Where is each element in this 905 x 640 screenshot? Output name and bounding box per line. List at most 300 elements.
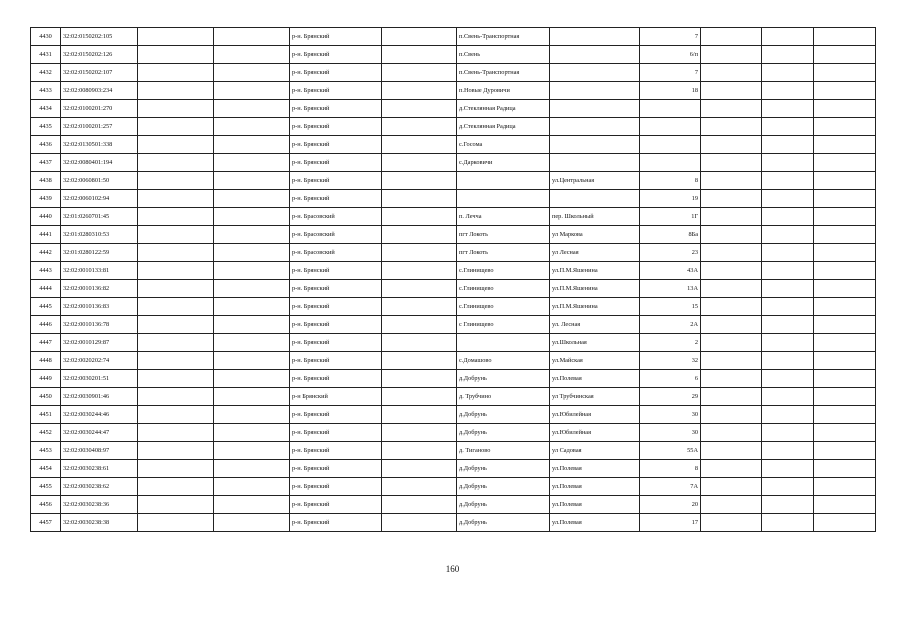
street-cell: ул.Юбилейная — [550, 424, 640, 442]
empty-cell — [814, 172, 876, 190]
row-number-cell: 4430 — [31, 28, 61, 46]
table-row — [31, 442, 876, 460]
street-cell — [550, 118, 640, 136]
district-cell: р-н. Брянский — [290, 154, 382, 172]
table-row — [31, 154, 876, 172]
row-number-cell: 4450 — [31, 388, 61, 406]
row-number-cell: 4451 — [31, 406, 61, 424]
empty-cell — [762, 496, 814, 514]
house-number-cell: 8 — [640, 172, 701, 190]
empty-cell — [762, 298, 814, 316]
locality-cell — [457, 190, 550, 208]
table-row — [31, 424, 876, 442]
street-cell — [550, 190, 640, 208]
house-number-cell: 6/п — [640, 46, 701, 64]
street-cell: ул Лесная — [550, 244, 640, 262]
empty-cell — [701, 424, 762, 442]
empty-cell — [701, 28, 762, 46]
locality-cell: с Глинищево — [457, 316, 550, 334]
row-number-cell: 4443 — [31, 262, 61, 280]
empty-cell — [701, 172, 762, 190]
empty-cell — [814, 514, 876, 532]
table-row — [31, 316, 876, 334]
empty-cell — [762, 460, 814, 478]
empty-cell — [382, 64, 457, 82]
locality-cell: д. Тиганово — [457, 442, 550, 460]
empty-cell — [701, 496, 762, 514]
empty-cell — [701, 208, 762, 226]
empty-cell — [701, 82, 762, 100]
house-number-cell: 2 — [640, 334, 701, 352]
empty-cell — [138, 514, 214, 532]
empty-cell — [382, 460, 457, 478]
house-number-cell: 8Ба — [640, 226, 701, 244]
empty-cell — [138, 496, 214, 514]
empty-cell — [762, 244, 814, 262]
row-number-cell: 4455 — [31, 478, 61, 496]
street-cell — [550, 154, 640, 172]
cadastral-number-cell: 32:02:0030901:46 — [61, 388, 138, 406]
empty-cell — [382, 208, 457, 226]
empty-cell — [138, 46, 214, 64]
cadastral-number-cell: 32:01:0260701:45 — [61, 208, 138, 226]
row-number-cell: 4441 — [31, 226, 61, 244]
empty-cell — [382, 190, 457, 208]
empty-cell — [214, 244, 290, 262]
street-cell: ул.Юбилейная — [550, 406, 640, 424]
house-number-cell — [640, 100, 701, 118]
cadastral-number-cell: 32:02:0100201:257 — [61, 118, 138, 136]
house-number-cell — [640, 136, 701, 154]
empty-cell — [138, 118, 214, 136]
row-number-cell: 4437 — [31, 154, 61, 172]
district-cell: р-н. Брасовский — [290, 226, 382, 244]
empty-cell — [138, 352, 214, 370]
cadastral-number-cell: 32:02:0060801:50 — [61, 172, 138, 190]
empty-cell — [214, 280, 290, 298]
empty-cell — [138, 334, 214, 352]
table-row — [31, 82, 876, 100]
house-number-cell: 6 — [640, 370, 701, 388]
row-number-cell: 4454 — [31, 460, 61, 478]
district-cell: р-н. Брасовский — [290, 244, 382, 262]
empty-cell — [814, 280, 876, 298]
locality-cell — [457, 334, 550, 352]
empty-cell — [762, 442, 814, 460]
cadastral-number-cell: 32:02:0080903:234 — [61, 82, 138, 100]
empty-cell — [382, 334, 457, 352]
street-cell: ул.П.М.Яшенина — [550, 280, 640, 298]
table-row — [31, 190, 876, 208]
street-cell: ул.Полевая — [550, 370, 640, 388]
empty-cell — [214, 298, 290, 316]
district-cell: р-н. Брянский — [290, 406, 382, 424]
empty-cell — [138, 406, 214, 424]
empty-cell — [214, 172, 290, 190]
empty-cell — [814, 82, 876, 100]
district-cell: р-н. Брянский — [290, 352, 382, 370]
row-number-cell: 4452 — [31, 424, 61, 442]
district-cell: р-н. Брянский — [290, 64, 382, 82]
empty-cell — [701, 406, 762, 424]
empty-cell — [382, 28, 457, 46]
empty-cell — [214, 406, 290, 424]
empty-cell — [214, 226, 290, 244]
empty-cell — [214, 478, 290, 496]
locality-cell: д.Добрунь — [457, 514, 550, 532]
table-row — [31, 100, 876, 118]
table-row — [31, 226, 876, 244]
street-cell — [550, 64, 640, 82]
empty-cell — [762, 514, 814, 532]
house-number-cell: 30 — [640, 406, 701, 424]
empty-cell — [701, 298, 762, 316]
empty-cell — [814, 388, 876, 406]
house-number-cell: 17 — [640, 514, 701, 532]
empty-cell — [382, 226, 457, 244]
row-number-cell: 4438 — [31, 172, 61, 190]
house-number-cell: 23 — [640, 244, 701, 262]
empty-cell — [382, 478, 457, 496]
street-cell: ул.Полевая — [550, 478, 640, 496]
empty-cell — [214, 46, 290, 64]
house-number-cell: 20 — [640, 496, 701, 514]
empty-cell — [814, 334, 876, 352]
table-row — [31, 280, 876, 298]
cadastral-number-cell: 32:01:0280122:59 — [61, 244, 138, 262]
street-cell: ул.Школьная — [550, 334, 640, 352]
row-number-cell: 4446 — [31, 316, 61, 334]
locality-cell: с.Глинищево — [457, 262, 550, 280]
locality-cell: д.Добрунь — [457, 370, 550, 388]
empty-cell — [382, 262, 457, 280]
empty-cell — [762, 334, 814, 352]
empty-cell — [701, 226, 762, 244]
locality-cell: п.Свень — [457, 46, 550, 64]
house-number-cell: 55А — [640, 442, 701, 460]
table-row — [31, 244, 876, 262]
empty-cell — [814, 226, 876, 244]
empty-cell — [701, 154, 762, 172]
locality-cell: д.Добрунь — [457, 424, 550, 442]
empty-cell — [762, 172, 814, 190]
locality-cell: д. Трубчино — [457, 388, 550, 406]
empty-cell — [762, 28, 814, 46]
empty-cell — [762, 424, 814, 442]
street-cell: ул. Лесная — [550, 316, 640, 334]
empty-cell — [138, 208, 214, 226]
empty-cell — [701, 280, 762, 298]
cadastral-number-cell: 32:02:0010136:82 — [61, 280, 138, 298]
empty-cell — [814, 154, 876, 172]
house-number-cell: 8 — [640, 460, 701, 478]
empty-cell — [701, 64, 762, 82]
district-cell: р-н. Брасовский — [290, 208, 382, 226]
empty-cell — [814, 460, 876, 478]
empty-cell — [814, 496, 876, 514]
empty-cell — [214, 388, 290, 406]
empty-cell — [214, 370, 290, 388]
cadastral-number-cell: 32:02:0030408:97 — [61, 442, 138, 460]
empty-cell — [138, 154, 214, 172]
house-number-cell: 18 — [640, 82, 701, 100]
locality-cell: п.Новые Дуровичи — [457, 82, 550, 100]
cadastral-number-cell: 32:02:0030244:46 — [61, 406, 138, 424]
district-cell: р-н. Брянский — [290, 190, 382, 208]
house-number-cell: 1Г — [640, 208, 701, 226]
district-cell: р-н. Брянский — [290, 46, 382, 64]
house-number-cell: 7 — [640, 28, 701, 46]
empty-cell — [762, 226, 814, 244]
empty-cell — [382, 388, 457, 406]
table-row — [31, 406, 876, 424]
empty-cell — [701, 118, 762, 136]
locality-cell: д.Добрунь — [457, 406, 550, 424]
street-cell: пер. Школьный — [550, 208, 640, 226]
cadastral-number-cell: 32:02:0150202:105 — [61, 28, 138, 46]
table-row — [31, 118, 876, 136]
locality-cell: п.Свень-Транспортная — [457, 64, 550, 82]
cadastral-number-cell: 32:02:0020202:74 — [61, 352, 138, 370]
empty-cell — [701, 316, 762, 334]
empty-cell — [762, 118, 814, 136]
locality-cell: д.Добрунь — [457, 478, 550, 496]
empty-cell — [814, 136, 876, 154]
empty-cell — [762, 136, 814, 154]
empty-cell — [701, 460, 762, 478]
district-cell: р-н. Брянский — [290, 82, 382, 100]
empty-cell — [701, 370, 762, 388]
empty-cell — [814, 406, 876, 424]
empty-cell — [814, 28, 876, 46]
house-number-cell: 29 — [640, 388, 701, 406]
empty-cell — [214, 100, 290, 118]
empty-cell — [701, 136, 762, 154]
empty-cell — [138, 262, 214, 280]
row-number-cell: 4442 — [31, 244, 61, 262]
locality-cell: д.Стеклянная Радица — [457, 118, 550, 136]
locality-cell: с.Дарковичи — [457, 154, 550, 172]
empty-cell — [762, 208, 814, 226]
empty-cell — [762, 316, 814, 334]
row-number-cell: 4440 — [31, 208, 61, 226]
empty-cell — [814, 46, 876, 64]
district-cell: р-н. Брянский — [290, 460, 382, 478]
empty-cell — [382, 244, 457, 262]
street-cell — [550, 28, 640, 46]
street-cell — [550, 100, 640, 118]
street-cell: ул.Полевая — [550, 514, 640, 532]
row-number-cell: 4444 — [31, 280, 61, 298]
empty-cell — [138, 424, 214, 442]
empty-cell — [701, 514, 762, 532]
cadastral-number-cell: 32:02:0130501:338 — [61, 136, 138, 154]
table-row — [31, 478, 876, 496]
district-cell: р-н. Брянский — [290, 370, 382, 388]
table-row — [31, 496, 876, 514]
street-cell: ул.Полевая — [550, 496, 640, 514]
district-cell: р-н. Брянский — [290, 334, 382, 352]
empty-cell — [214, 64, 290, 82]
empty-cell — [382, 514, 457, 532]
empty-cell — [382, 82, 457, 100]
locality-cell: п.Свень-Транспортная — [457, 28, 550, 46]
table-row — [31, 514, 876, 532]
street-cell — [550, 136, 640, 154]
empty-cell — [814, 478, 876, 496]
empty-cell — [214, 424, 290, 442]
street-cell — [550, 82, 640, 100]
locality-cell: с.Госома — [457, 136, 550, 154]
row-number-cell: 4456 — [31, 496, 61, 514]
empty-cell — [138, 460, 214, 478]
empty-cell — [762, 262, 814, 280]
table-row — [31, 370, 876, 388]
empty-cell — [762, 280, 814, 298]
district-cell: р-н. Брянский — [290, 316, 382, 334]
empty-cell — [701, 388, 762, 406]
empty-cell — [701, 478, 762, 496]
empty-cell — [382, 172, 457, 190]
district-cell: р-н. Брянский — [290, 28, 382, 46]
empty-cell — [762, 46, 814, 64]
district-cell: р-н. Брянский — [290, 298, 382, 316]
cadastral-number-cell: 32:02:0030238:36 — [61, 496, 138, 514]
empty-cell — [382, 352, 457, 370]
table-row — [31, 208, 876, 226]
empty-cell — [214, 136, 290, 154]
empty-cell — [214, 352, 290, 370]
empty-cell — [214, 262, 290, 280]
locality-cell — [457, 172, 550, 190]
house-number-cell: 7А — [640, 478, 701, 496]
locality-cell: пгт Локоть — [457, 226, 550, 244]
locality-cell: д.Добрунь — [457, 460, 550, 478]
cadastral-number-cell: 32:02:0030238:38 — [61, 514, 138, 532]
empty-cell — [762, 100, 814, 118]
empty-cell — [762, 154, 814, 172]
empty-cell — [382, 46, 457, 64]
street-cell: ул.П.М.Яшенина — [550, 298, 640, 316]
cadastral-number-cell: 32:02:0150202:126 — [61, 46, 138, 64]
empty-cell — [138, 64, 214, 82]
empty-cell — [138, 244, 214, 262]
row-number-cell: 4434 — [31, 100, 61, 118]
empty-cell — [382, 496, 457, 514]
empty-cell — [382, 406, 457, 424]
empty-cell — [814, 370, 876, 388]
empty-cell — [701, 100, 762, 118]
empty-cell — [214, 28, 290, 46]
street-cell: ул.Центральная — [550, 172, 640, 190]
empty-cell — [138, 388, 214, 406]
row-number-cell: 4457 — [31, 514, 61, 532]
table-body — [31, 28, 876, 532]
cadastral-number-cell: 32:02:0080401:194 — [61, 154, 138, 172]
street-cell: ул Маркова — [550, 226, 640, 244]
empty-cell — [214, 460, 290, 478]
district-cell: р-н. Брянский — [290, 496, 382, 514]
table-row — [31, 172, 876, 190]
table-row — [31, 334, 876, 352]
empty-cell — [814, 316, 876, 334]
row-number-cell: 4439 — [31, 190, 61, 208]
cadastral-number-cell: 32:02:0030238:62 — [61, 478, 138, 496]
empty-cell — [138, 370, 214, 388]
cadastral-number-cell: 32:02:0030201:51 — [61, 370, 138, 388]
empty-cell — [138, 100, 214, 118]
table-row — [31, 388, 876, 406]
empty-cell — [701, 334, 762, 352]
empty-cell — [138, 478, 214, 496]
empty-cell — [762, 82, 814, 100]
empty-cell — [701, 46, 762, 64]
locality-cell: с.Глинищево — [457, 298, 550, 316]
empty-cell — [701, 190, 762, 208]
cadastral-number-cell: 32:02:0010133:81 — [61, 262, 138, 280]
empty-cell — [382, 424, 457, 442]
empty-cell — [701, 442, 762, 460]
empty-cell — [382, 316, 457, 334]
street-cell: ул Садовая — [550, 442, 640, 460]
empty-cell — [382, 370, 457, 388]
empty-cell — [814, 244, 876, 262]
district-cell: р-н. Брянский — [290, 136, 382, 154]
empty-cell — [762, 478, 814, 496]
empty-cell — [814, 442, 876, 460]
locality-cell: пгт Локоть — [457, 244, 550, 262]
street-cell: ул.Полевая — [550, 460, 640, 478]
street-cell: ул Трубчинская — [550, 388, 640, 406]
district-cell: р-н. Брянский — [290, 424, 382, 442]
cadastral-number-cell: 32:02:0030244:47 — [61, 424, 138, 442]
empty-cell — [214, 496, 290, 514]
empty-cell — [138, 298, 214, 316]
table-row — [31, 136, 876, 154]
empty-cell — [762, 406, 814, 424]
empty-cell — [814, 100, 876, 118]
page-number: 160 — [445, 564, 460, 574]
cadastral-number-cell: 32:02:0150202:107 — [61, 64, 138, 82]
locality-cell: с.Домашово — [457, 352, 550, 370]
locality-cell: п. Лечча — [457, 208, 550, 226]
empty-cell — [814, 118, 876, 136]
cadastral-number-cell: 32:02:0060102:94 — [61, 190, 138, 208]
empty-cell — [214, 334, 290, 352]
house-number-cell: 43А — [640, 262, 701, 280]
district-cell: р-н. Брянский — [290, 514, 382, 532]
empty-cell — [762, 370, 814, 388]
empty-cell — [814, 208, 876, 226]
row-number-cell: 4453 — [31, 442, 61, 460]
row-number-cell: 4436 — [31, 136, 61, 154]
cadastral-number-cell: 32:02:0100201:270 — [61, 100, 138, 118]
row-number-cell: 4431 — [31, 46, 61, 64]
empty-cell — [814, 64, 876, 82]
locality-cell: с.Глинищево — [457, 280, 550, 298]
row-number-cell: 4432 — [31, 64, 61, 82]
empty-cell — [138, 136, 214, 154]
house-number-cell: 30 — [640, 424, 701, 442]
records-table — [30, 27, 876, 532]
street-cell: ул.П.М.Яшенина — [550, 262, 640, 280]
empty-cell — [214, 442, 290, 460]
empty-cell — [814, 190, 876, 208]
empty-cell — [382, 442, 457, 460]
table-row — [31, 46, 876, 64]
empty-cell — [214, 82, 290, 100]
cadastral-number-cell: 32:02:0010136:78 — [61, 316, 138, 334]
